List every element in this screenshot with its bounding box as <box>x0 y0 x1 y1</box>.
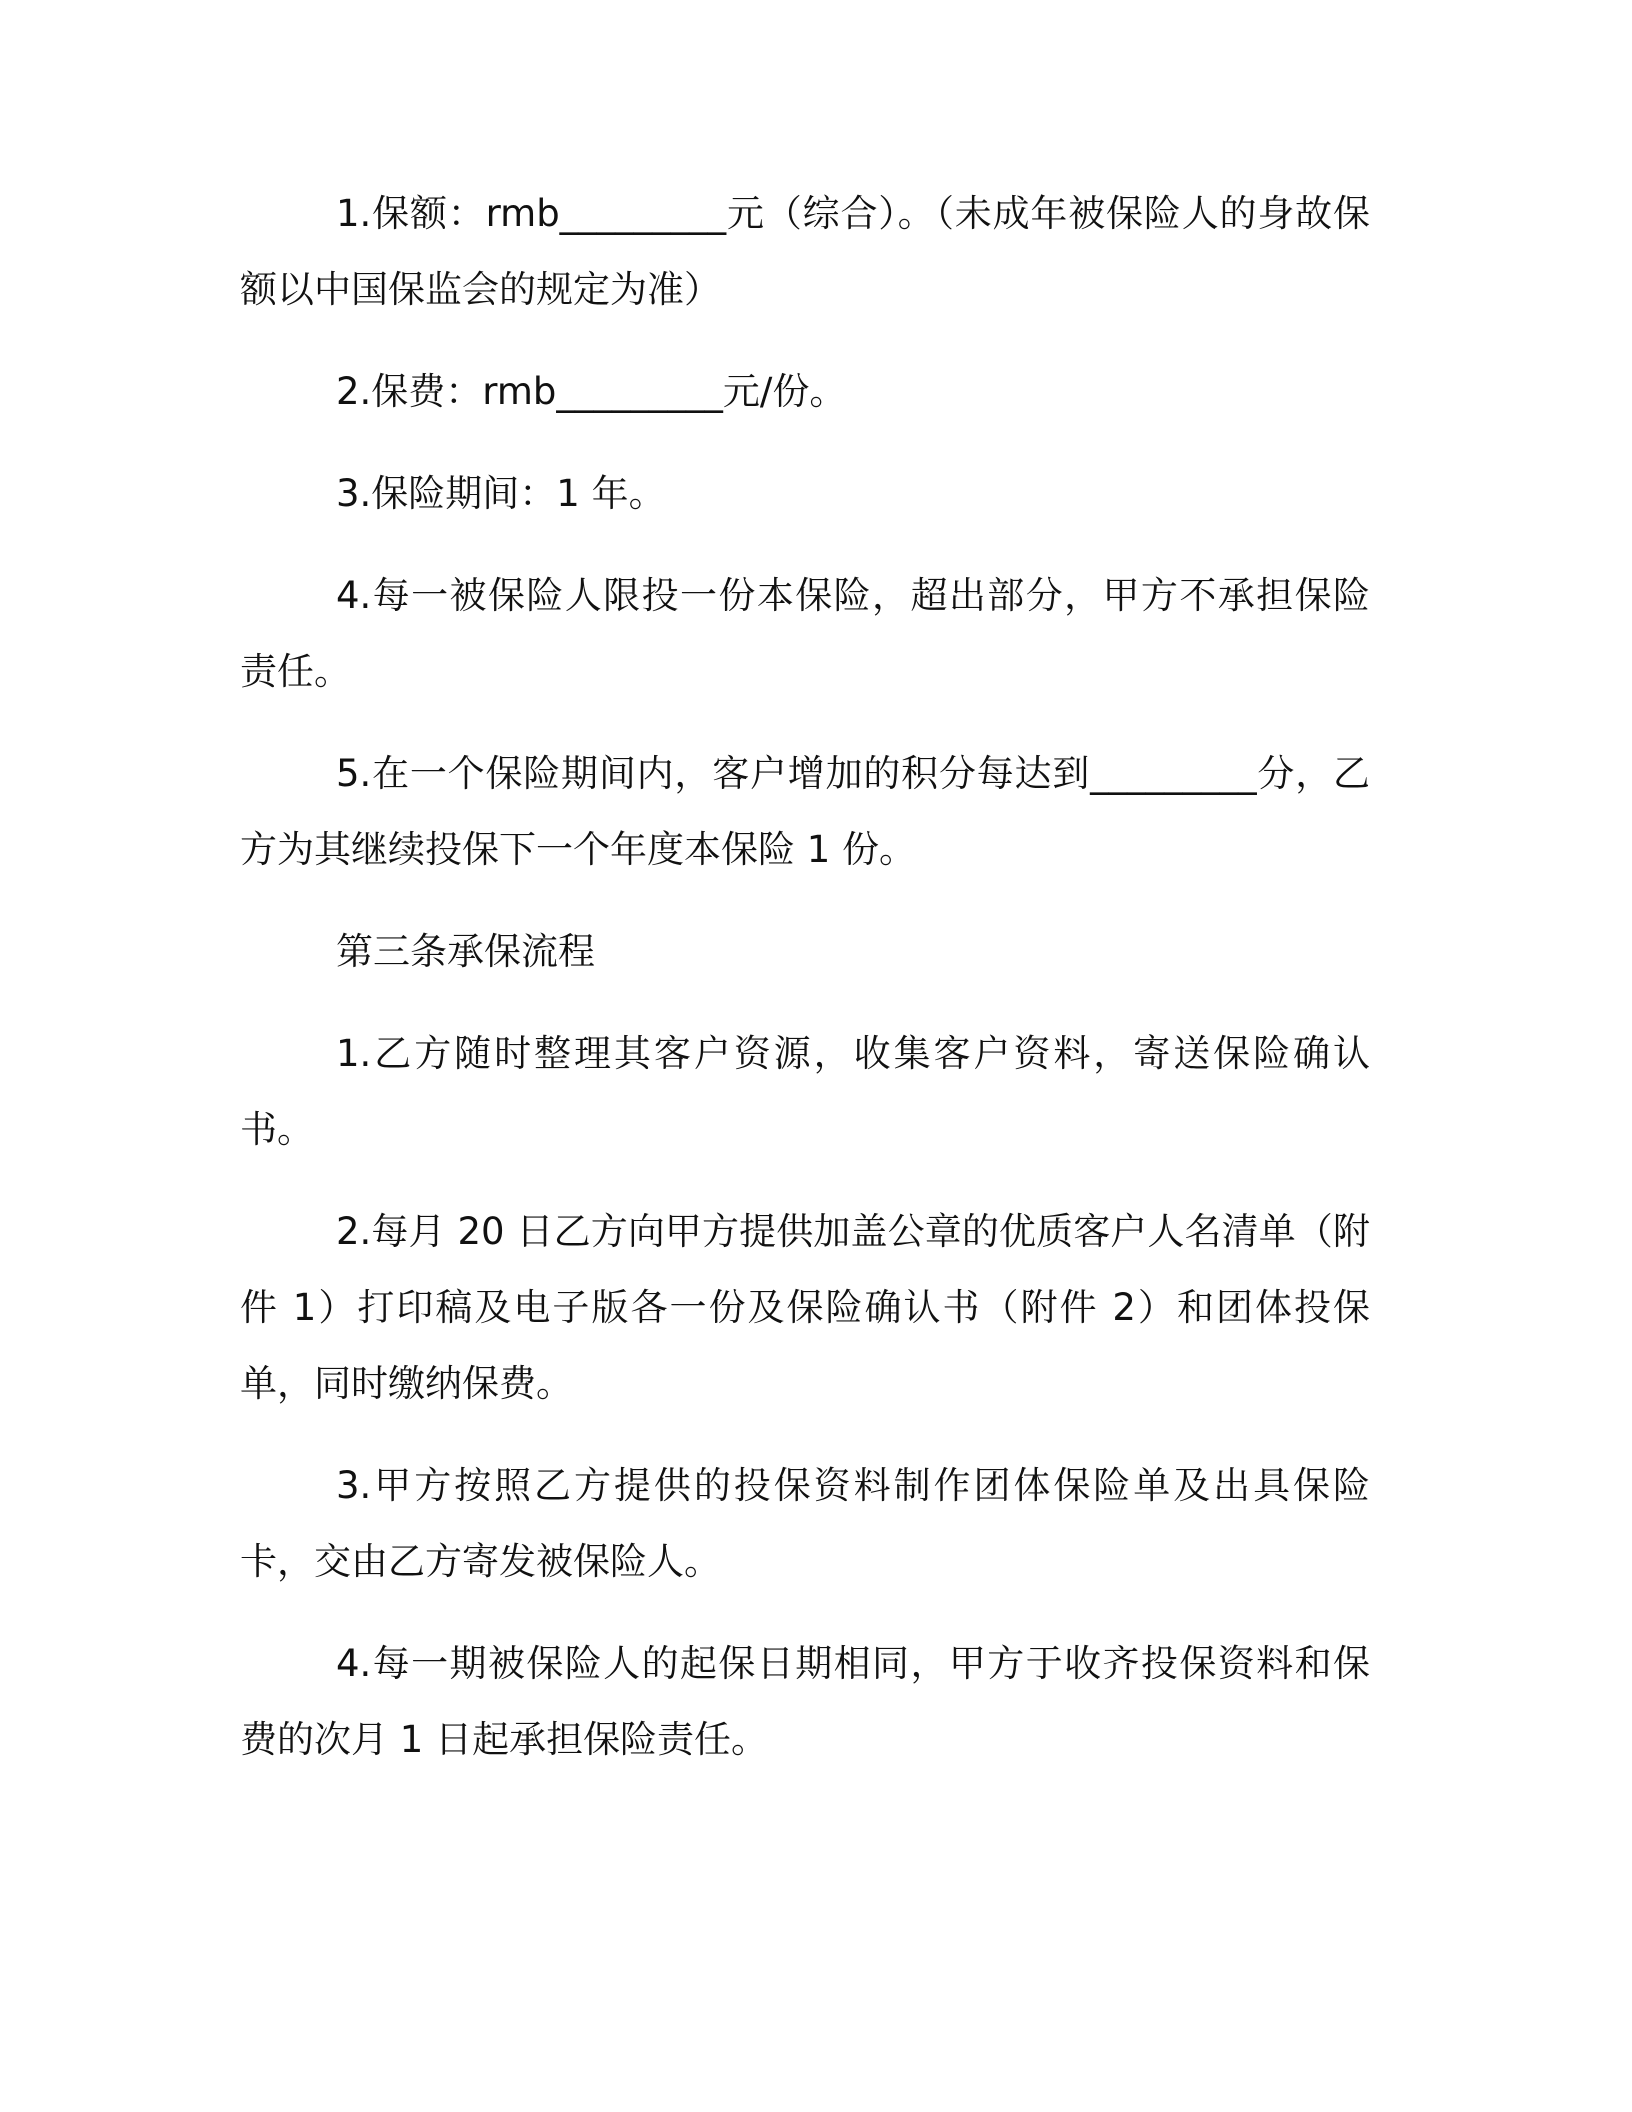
paragraph-premium: 2.保费：rmb_________元/份。 <box>336 370 847 413</box>
paragraph-monthly-submission: 2.每月 20 日乙方向甲方提供加盖公章的优质客户人名清单（附件 1）打印稿及电子版各一份及保险确认书（附件 2）和团体投保单，同时缴纳保费。 <box>240 1210 1370 1405</box>
section-heading-underwriting-process: 第三条承保流程 <box>336 930 595 973</box>
document-body <box>240 176 1370 1804</box>
paragraph-policy-issuance: 3.甲方按照乙方提供的投保资料制作团体保险单及出具保险卡，交由乙方寄发被保险人。 <box>240 1464 1370 1583</box>
paragraph-insurance-period: 3.保险期间：1 年。 <box>336 472 666 515</box>
paragraph-coverage-start: 4.每一期被保险人的起保日期相同，甲方于收齐投保资料和保费的次月 1 日起承担保险责任。 <box>240 1642 1370 1761</box>
paragraph-one-policy-limit: 4.每一被保险人限投一份本保险，超出部分，甲方不承担保险责任。 <box>240 574 1370 693</box>
paragraph-points-renewal: 5.在一个保险期间内，客户增加的积分每达到_________分，乙方为其继续投保下一个年度本保险 1 份。 <box>240 752 1370 871</box>
paragraph-client-collection: 1.乙方随时整理其客户资源，收集客户资料，寄送保险确认书。 <box>240 1032 1370 1151</box>
paragraph-sum-insured: 1.保额：rmb_________元（综合）。（未成年被保险人的身故保额以中国保监会的规定为准） <box>240 192 1370 311</box>
